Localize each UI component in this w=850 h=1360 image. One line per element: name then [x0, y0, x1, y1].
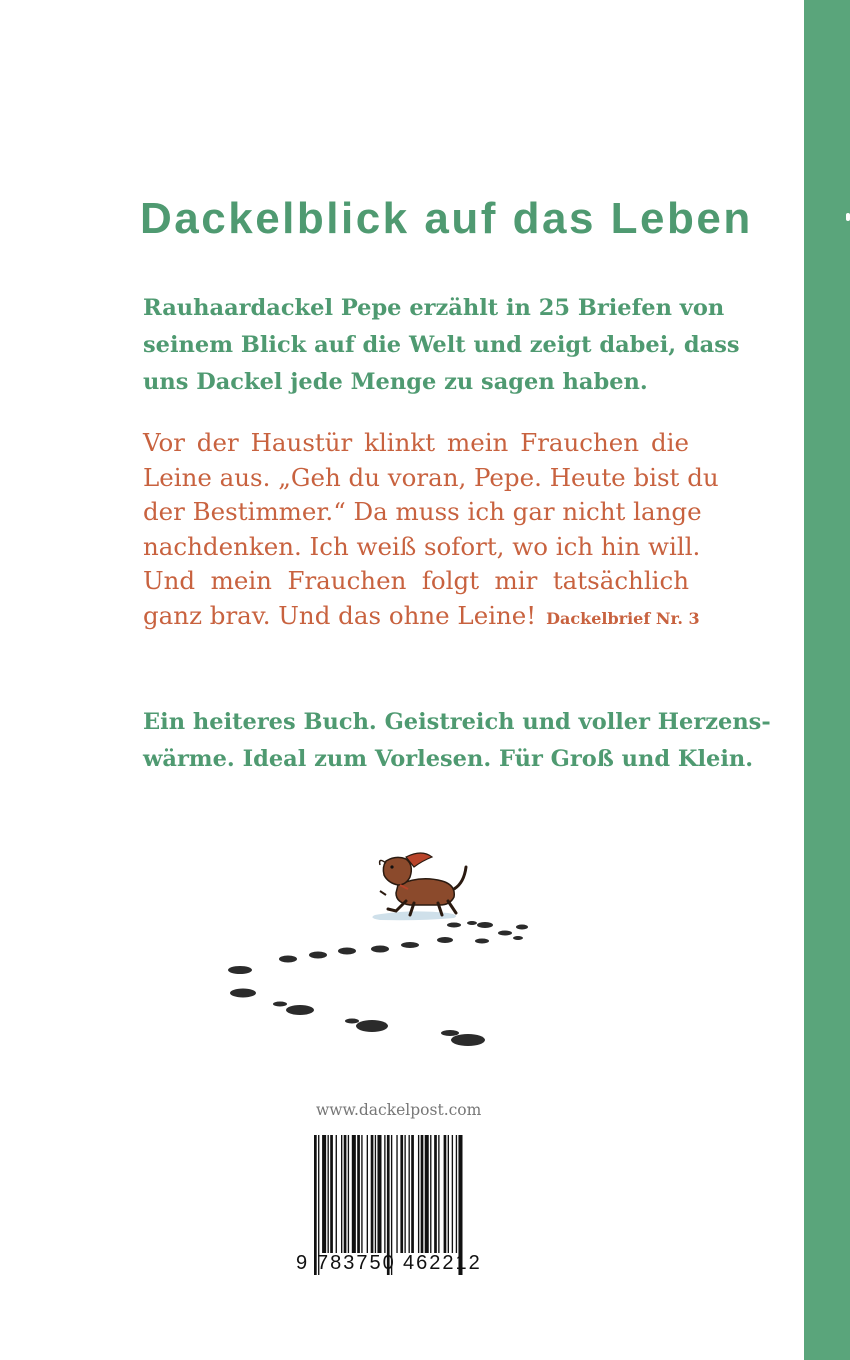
- quote-line-text: ganz brav. Und das ohne Leine!: [143, 600, 537, 630]
- intro-line: seinem Blick auf die Welt und zeigt dabei, dass: [143, 332, 740, 358]
- isbn-group-2: 462212: [403, 1252, 482, 1274]
- barcode-bar: [328, 1135, 329, 1253]
- dachshund-pawprints-illustration: [210, 845, 550, 1060]
- intro-paragraph: [143, 290, 740, 401]
- barcode-bar: [456, 1135, 457, 1253]
- barcode-bar: [434, 1135, 437, 1253]
- book-title: Dackelblick auf das Leben: [140, 194, 753, 243]
- intro-line: uns Dackel jede Menge zu sagen haben.: [143, 369, 648, 395]
- website-url: www.dackelpost.com: [316, 1101, 482, 1119]
- quote-line: Vor der Haustür klinkt mein Frauchen die: [143, 428, 689, 457]
- barcode-bar: [409, 1135, 410, 1253]
- isbn-lead-digit: 9: [296, 1252, 308, 1274]
- barcode-bar: [348, 1135, 349, 1253]
- quote-line: nachdenken. Ich weiß sofort, wo ich hin will.: [143, 531, 701, 561]
- summary-paragraph: [143, 704, 771, 778]
- barcode-bar: [425, 1135, 429, 1253]
- barcode-bar: [438, 1135, 439, 1253]
- puddle-shape: [372, 911, 456, 920]
- barcode-bar: [371, 1135, 374, 1253]
- isbn-group-1: 783750: [317, 1252, 396, 1274]
- dachshund-icon: [380, 853, 466, 915]
- barcode-bar: [430, 1135, 431, 1253]
- summary-line: wärme. Ideal zum Vorlesen. Für Groß und Klein.: [143, 746, 754, 772]
- barcode-bar: [367, 1135, 368, 1253]
- barcode-bar: [396, 1135, 397, 1253]
- barcode-bar: [377, 1135, 381, 1253]
- barcode-bar: [357, 1135, 360, 1253]
- pawprint-trail: [228, 921, 528, 1046]
- quote-line: der Bestimmer.“ Da muss ich gar nicht lange: [143, 497, 702, 526]
- barcode-bar: [411, 1135, 414, 1253]
- quote-line-last: [143, 599, 700, 637]
- quote-source: Dackelbrief Nr. 3: [546, 608, 700, 628]
- quote-line: Und mein Frauchen folgt mir tatsächlich: [143, 566, 689, 595]
- intro-line: Rauhaardackel Pepe erzählt in 25 Briefen von: [143, 295, 725, 321]
- barcode-bar: [404, 1135, 405, 1253]
- quote-line: Leine aus. „Geh du voran, Pepe. Heute bist du: [143, 462, 719, 492]
- barcode-bar: [352, 1135, 356, 1253]
- barcode-bar: [418, 1135, 419, 1253]
- barcode-bar: [336, 1135, 337, 1253]
- barcode-bar: [330, 1135, 333, 1253]
- barcode-bar: [421, 1135, 424, 1253]
- barcode-bar: [375, 1135, 376, 1253]
- barcode-bar: [400, 1135, 403, 1253]
- spine-mark: [846, 213, 850, 221]
- barcode-bar: [322, 1135, 326, 1253]
- barcode-bar: [384, 1135, 385, 1253]
- barcode-bar: [444, 1135, 447, 1253]
- barcode-bar: [448, 1135, 449, 1253]
- excerpt-quote: [143, 426, 719, 636]
- barcode-bar: [452, 1135, 453, 1253]
- barcode-bar: [361, 1135, 362, 1253]
- book-spine-strip: [804, 0, 850, 1360]
- summary-line: Ein heiteres Buch. Geistreich und voller Herzens-: [143, 709, 771, 735]
- barcode-bar: [341, 1135, 342, 1253]
- barcode-bar: [344, 1135, 347, 1253]
